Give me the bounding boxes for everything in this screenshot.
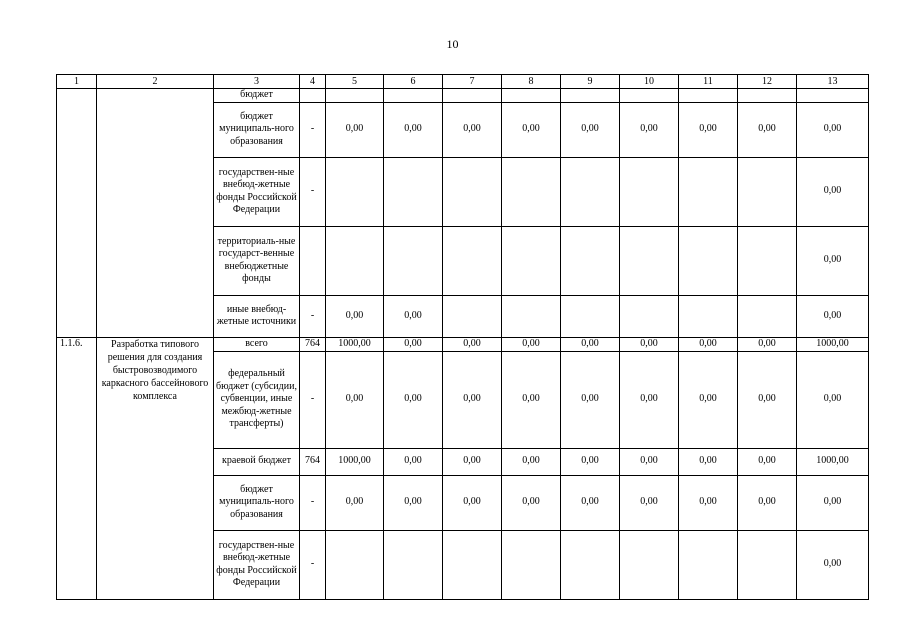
value-cell — [384, 226, 443, 295]
value-cell — [384, 530, 443, 599]
value-cell — [326, 530, 384, 599]
value-cell: 0,00 — [384, 448, 443, 475]
budget-table — [56, 74, 869, 600]
column-4-cell: - — [300, 351, 326, 448]
table-row — [57, 337, 869, 351]
value-cell: 0,00 — [384, 295, 443, 337]
value-cell: 0,00 — [620, 337, 679, 351]
value-cell: 0,00 — [384, 475, 443, 530]
value-cell — [384, 89, 443, 103]
value-cell — [502, 157, 561, 226]
item-name-cell: Разработка типового решения для создания быстровозводимого каркасного бассейнового комплекса — [97, 337, 214, 599]
value-cell: 0,00 — [502, 337, 561, 351]
value-cell: 0,00 — [384, 351, 443, 448]
value-cell — [443, 157, 502, 226]
funding-source-cell: бюджет — [214, 89, 300, 103]
item-code-cell — [57, 89, 97, 338]
header-cell: 9 — [561, 75, 620, 89]
item-name-cell — [97, 89, 214, 338]
value-cell: 1000,00 — [326, 448, 384, 475]
value-cell: 0,00 — [561, 102, 620, 157]
value-cell: 0,00 — [502, 475, 561, 530]
value-cell — [502, 226, 561, 295]
value-cell: 0,00 — [443, 337, 502, 351]
value-cell: 0,00 — [326, 475, 384, 530]
funding-source-cell: государствен-ные внебюд-жетные фонды Российской Федерации — [214, 530, 300, 599]
value-cell — [738, 89, 797, 103]
header-cell: 5 — [326, 75, 384, 89]
value-cell: 0,00 — [797, 530, 869, 599]
header-cell: 4 — [300, 75, 326, 89]
value-cell — [443, 226, 502, 295]
value-cell: 0,00 — [502, 351, 561, 448]
value-cell: 0,00 — [443, 351, 502, 448]
value-cell — [561, 157, 620, 226]
funding-source-cell: бюджет муниципаль-ного образования — [214, 102, 300, 157]
value-cell — [561, 89, 620, 103]
value-cell — [443, 295, 502, 337]
value-cell: 0,00 — [326, 295, 384, 337]
funding-source-cell: государствен-ные внебюд-жетные фонды Российской Федерации — [214, 157, 300, 226]
value-cell — [738, 295, 797, 337]
value-cell — [443, 530, 502, 599]
value-cell: 0,00 — [443, 475, 502, 530]
value-cell: 0,00 — [738, 337, 797, 351]
value-cell: 0,00 — [561, 351, 620, 448]
funding-source-cell: всего — [214, 337, 300, 351]
value-cell — [679, 157, 738, 226]
value-cell: 0,00 — [738, 475, 797, 530]
value-cell: 0,00 — [797, 226, 869, 295]
value-cell — [326, 157, 384, 226]
header-cell: 7 — [443, 75, 502, 89]
funding-source-cell: краевой бюджет — [214, 448, 300, 475]
column-4-cell: - — [300, 530, 326, 599]
column-4-cell — [300, 226, 326, 295]
value-cell — [561, 295, 620, 337]
value-cell — [679, 530, 738, 599]
value-cell — [738, 157, 797, 226]
value-cell — [797, 89, 869, 103]
value-cell: 1000,00 — [797, 337, 869, 351]
value-cell: 1000,00 — [326, 337, 384, 351]
column-4-cell: - — [300, 157, 326, 226]
value-cell: 0,00 — [738, 448, 797, 475]
value-cell: 0,00 — [620, 475, 679, 530]
column-4-cell: 764 — [300, 448, 326, 475]
value-cell: 0,00 — [679, 448, 738, 475]
value-cell: 0,00 — [679, 102, 738, 157]
value-cell: 0,00 — [443, 448, 502, 475]
table-row — [57, 89, 869, 103]
page-number: 10 — [446, 37, 459, 51]
value-cell: 0,00 — [384, 337, 443, 351]
value-cell: 0,00 — [620, 102, 679, 157]
funding-source-cell: федеральный бюджет (субсидии, субвенции, иные межбюд-жетные трансферты) — [214, 351, 300, 448]
value-cell: 0,00 — [797, 102, 869, 157]
header-cell: 12 — [738, 75, 797, 89]
value-cell — [738, 226, 797, 295]
value-cell — [620, 89, 679, 103]
value-cell: 0,00 — [797, 295, 869, 337]
value-cell — [679, 89, 738, 103]
value-cell — [679, 295, 738, 337]
value-cell: 0,00 — [738, 102, 797, 157]
value-cell — [620, 226, 679, 295]
column-4-cell: - — [300, 102, 326, 157]
value-cell — [620, 295, 679, 337]
value-cell: 0,00 — [384, 102, 443, 157]
header-cell: 3 — [214, 75, 300, 89]
value-cell: 0,00 — [326, 102, 384, 157]
value-cell: 0,00 — [502, 448, 561, 475]
value-cell — [326, 226, 384, 295]
header-cell: 6 — [384, 75, 443, 89]
value-cell — [326, 89, 384, 103]
value-cell: 0,00 — [797, 157, 869, 226]
value-cell: 0,00 — [738, 351, 797, 448]
item-code-cell: 1.1.6. — [57, 337, 97, 599]
value-cell — [561, 530, 620, 599]
column-4-cell: - — [300, 475, 326, 530]
value-cell: 0,00 — [561, 475, 620, 530]
header-cell: 8 — [502, 75, 561, 89]
header-cell: 1 — [57, 75, 97, 89]
value-cell: 1000,00 — [797, 448, 869, 475]
value-cell — [384, 157, 443, 226]
value-cell: 0,00 — [561, 448, 620, 475]
value-cell: 0,00 — [502, 102, 561, 157]
value-cell: 0,00 — [561, 337, 620, 351]
value-cell: 0,00 — [797, 475, 869, 530]
value-cell — [679, 226, 738, 295]
column-4-cell: - — [300, 295, 326, 337]
value-cell — [561, 226, 620, 295]
value-cell: 0,00 — [797, 351, 869, 448]
value-cell: 0,00 — [679, 351, 738, 448]
value-cell — [502, 295, 561, 337]
value-cell: 0,00 — [679, 337, 738, 351]
value-cell: 0,00 — [679, 475, 738, 530]
value-cell — [502, 530, 561, 599]
header-cell: 10 — [620, 75, 679, 89]
column-4-cell: 764 — [300, 337, 326, 351]
header-cell: 13 — [797, 75, 869, 89]
header-cell: 2 — [97, 75, 214, 89]
funding-source-cell: бюджет муниципаль-ного образования — [214, 475, 300, 530]
value-cell — [620, 157, 679, 226]
value-cell: 0,00 — [443, 102, 502, 157]
value-cell — [502, 89, 561, 103]
value-cell: 0,00 — [326, 351, 384, 448]
value-cell: 0,00 — [620, 351, 679, 448]
header-row — [57, 75, 869, 89]
value-cell — [738, 530, 797, 599]
value-cell: 0,00 — [620, 448, 679, 475]
funding-source-cell: иные внебюд-жетные источники — [214, 295, 300, 337]
funding-source-cell: территориаль-ные государст-венные внебюджетные фонды — [214, 226, 300, 295]
value-cell — [620, 530, 679, 599]
value-cell — [443, 89, 502, 103]
column-4-cell — [300, 89, 326, 103]
header-cell: 11 — [679, 75, 738, 89]
